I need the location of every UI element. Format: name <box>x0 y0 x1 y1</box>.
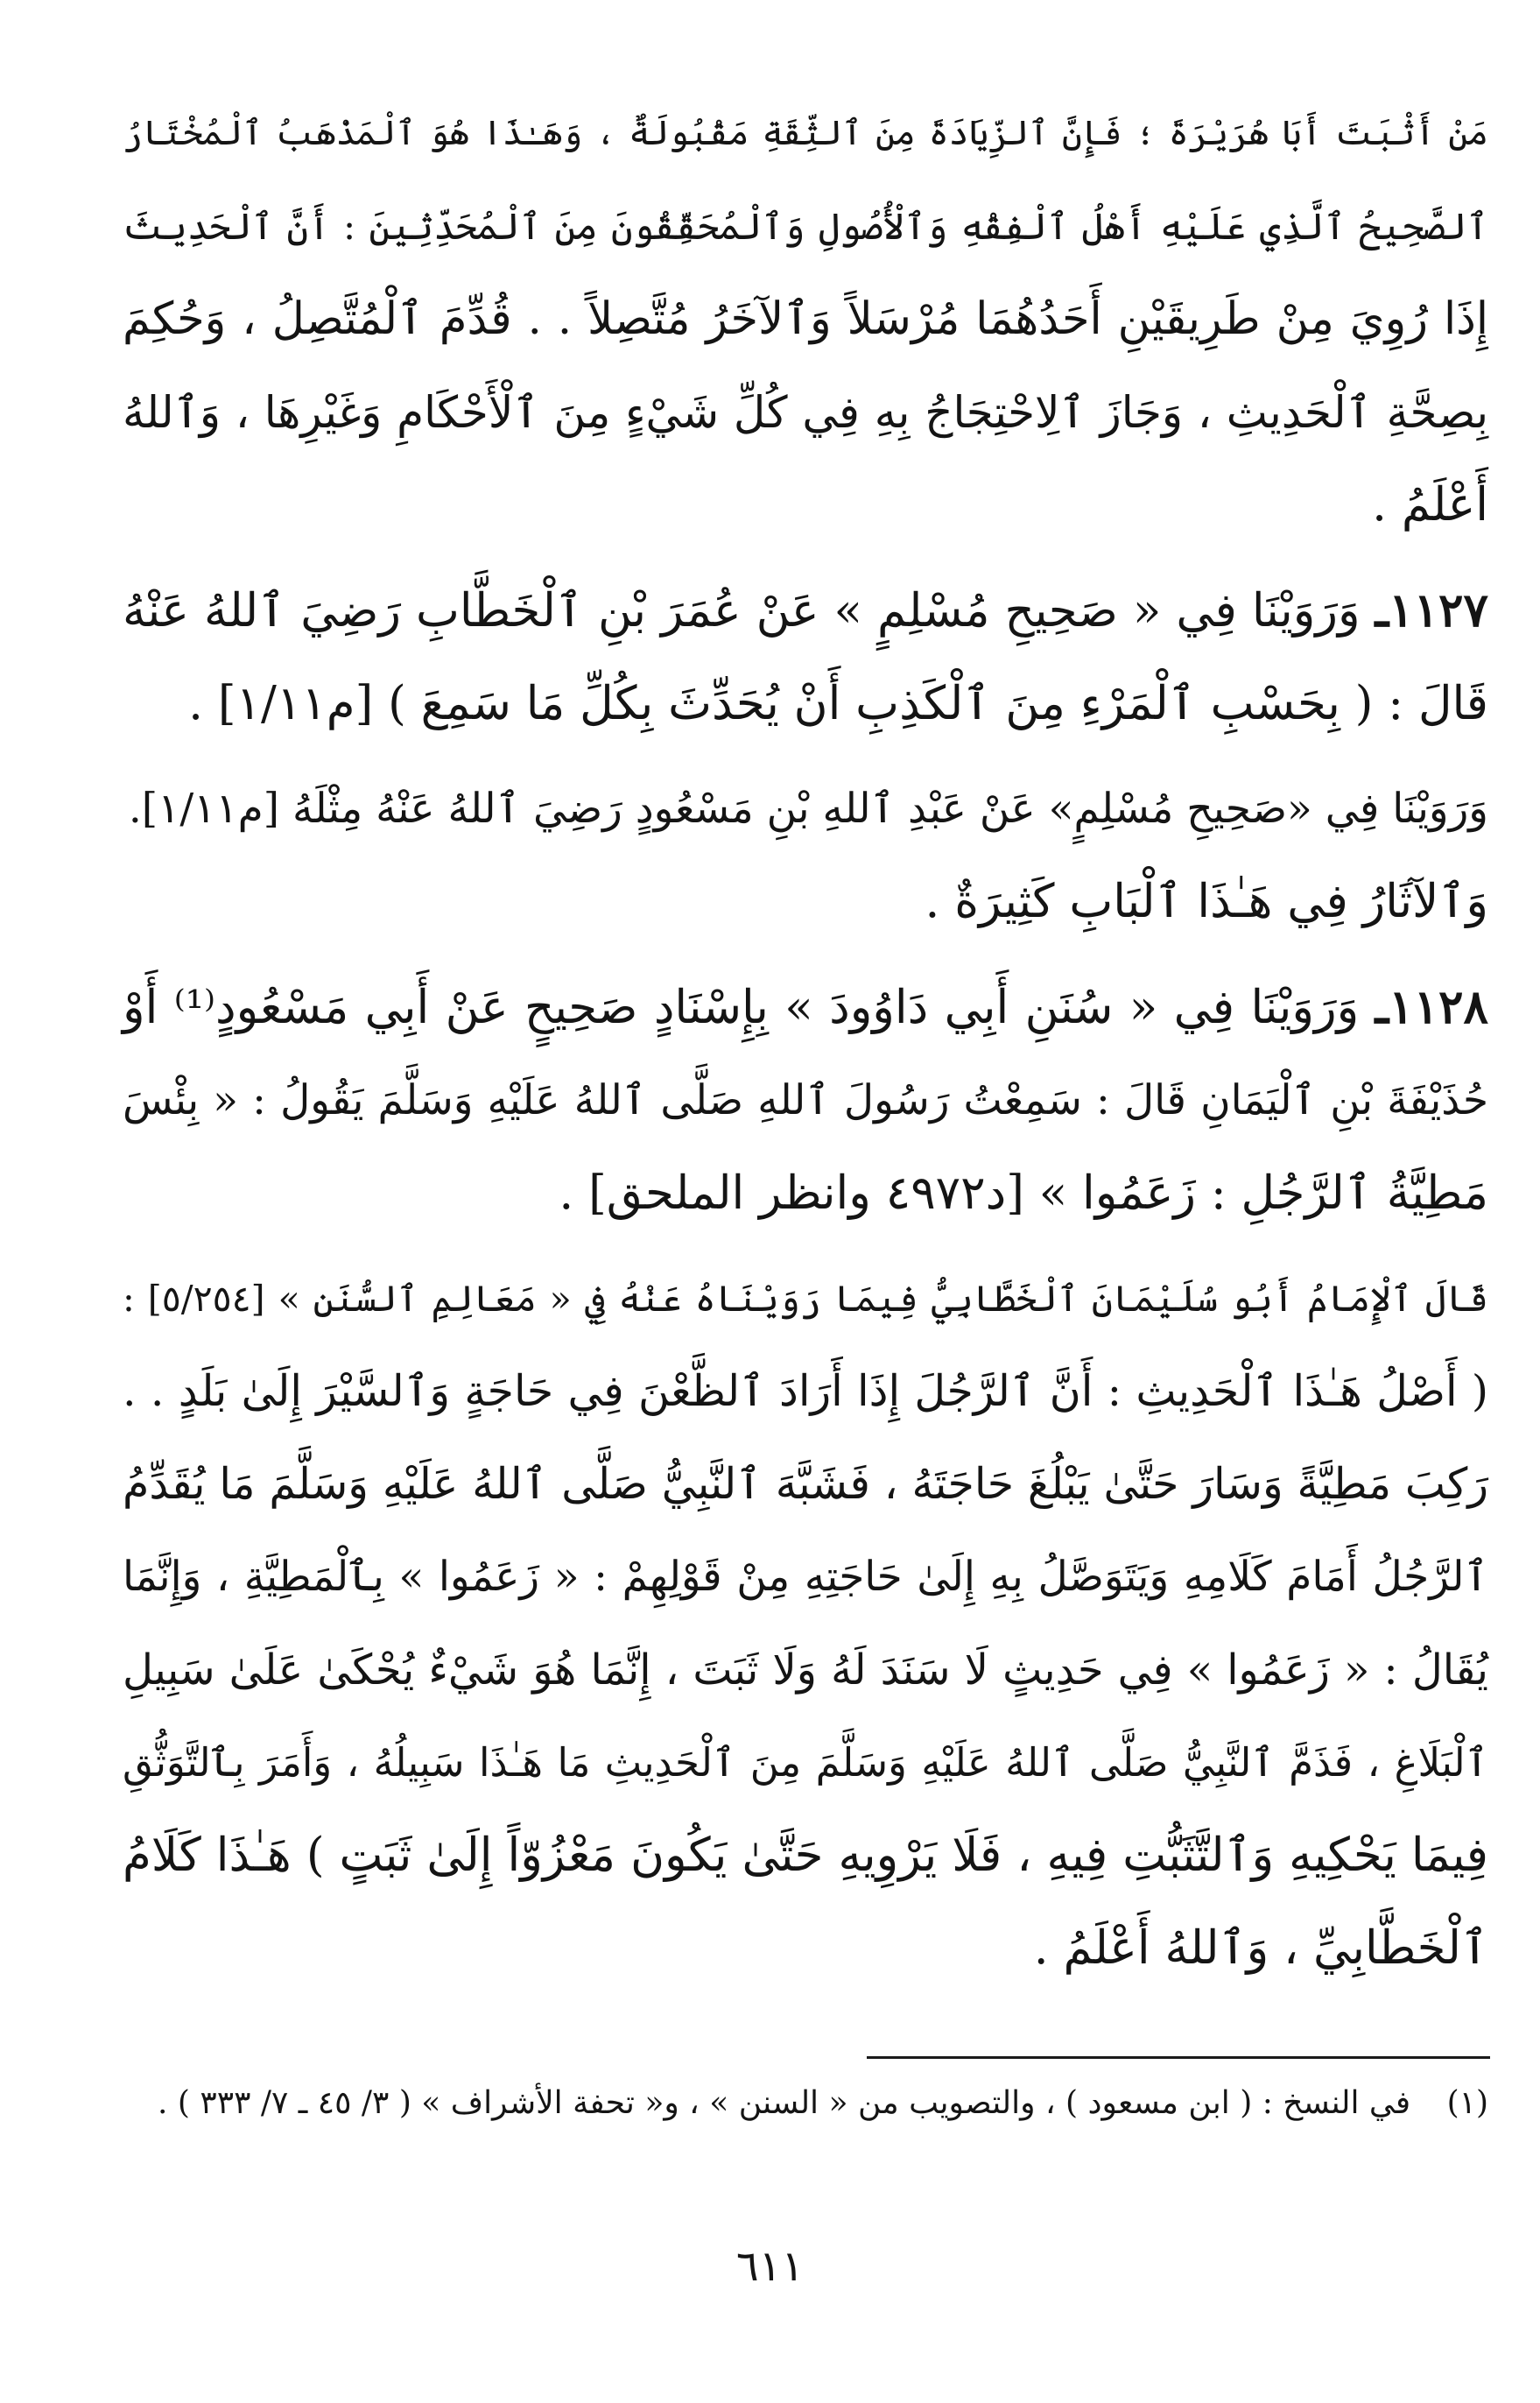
text-line: وَرَوَيْنَا فِي «صَحِيحِ مُسْلِمٍ» عَنْ عَبْدِ ٱللهِ بْنِ مَسْعُودٍ رَضِيَ ٱللهُ عَنْهُ مِثْلَهُ [م١/١١]. <box>128 785 1488 833</box>
text-segment: وَرَوَيْنَا فِي « سُنَنِ أَبِي دَاوُودَ » بِإِسْنَادٍ صَحِيحٍ عَنْ أَبِي مَسْعُودٍ⁽¹⁾ أَوْ <box>123 981 1360 1034</box>
text-line: أَعْلَمُ . <box>1372 478 1488 532</box>
text-line: يُقَالُ : « زَعَمُوا » فِي حَدِيثٍ لَا سَنَدَ لَهُ وَلَا ثَبَتَ ، إِنَّمَا هُوَ شَيْءٌ يُحْكَىٰ عَلَىٰ سَبِيلِ <box>123 1645 1488 1695</box>
footnote-divider <box>867 2056 1490 2059</box>
text-line: إِذَا رُوِيَ مِنْ طَرِيقَيْنِ أَحَدُهُمَا مُرْسَلاً وَٱلآخَرُ مُتَّصِلاً . . قُدِّمَ ٱلْمُتَّصِلُ ، وَحُكِمَ <box>123 293 1488 345</box>
footnote-marker: (١) <box>1446 2085 1488 2121</box>
text-line: ٱلْبَلَاغِ ، فَذَمَّ ٱلنَّبِيُّ صَلَّى ٱللهُ عَلَيْهِ وَسَلَّمَ مِنَ ٱلْحَدِيثِ مَا هَـٰذَا سَبِيلُهُ ، وَأَمَرَ بِٱلتَّوَثُّقِ <box>123 1739 1488 1786</box>
text-line: ٱلصَّحِيحُ ٱلَّذِي عَلَيْهِ أَهْلُ ٱلْفِقْهِ وَٱلْأُصُولِ وَٱلْمُحَقِّقُونَ مِنَ ٱلْمُحَدِّثِينَ : أَنَّ ٱلْحَدِيثَ <box>123 205 1488 248</box>
hadith-number: ١١٢٧ـ <box>1375 583 1488 638</box>
hadith-number: ١١٢٨ـ <box>1375 980 1488 1034</box>
footnote <box>123 2077 1488 2130</box>
page-number: ٦١١ <box>735 2242 805 2291</box>
paragraph-hadith-1127 <box>123 564 1488 750</box>
text-line: وَٱلآثَارُ فِي هَـٰذَا ٱلْبَابِ كَثِيرَةٌ . <box>925 875 1488 928</box>
text-line: ٱلْخَطَّابِيِّ ، وَٱللهُ أَعْلَمُ . <box>1033 1921 1488 1975</box>
text-line: قَالَ ٱلْإِمَامُ أَبُو سُلَيْمَانَ ٱلْخَطَّابِيُّ فِيمَا رَوَيْنَاهُ عَنْهُ فِي « مَعَالِمِ ٱلسُّنَنِ » [٥/٢٥٤] : <box>123 1278 1489 1320</box>
text-line <box>123 961 1488 1054</box>
text-line: ( أَصْلُ هَـٰذَا ٱلْحَدِيثِ : أَنَّ ٱلرَّجُلَ إِذَا أَرَادَ ٱلظَّعْنَ فِي حَاجَةٍ وَٱلسَّيْرَ إِلَىٰ بَلَدٍ . . <box>123 1366 1488 1416</box>
text-line: حُذَيْفَةَ بْنِ ٱلْيَمَانِ قَالَ : سَمِعْتُ رَسُولَ ٱللهِ صَلَّى ٱللهُ عَلَيْهِ وَسَلَّمَ يَقُولُ : « بِئْسَ <box>123 1076 1488 1124</box>
text-segment: وَرَوَيْنَا فِي « صَحِيحِ مُسْلِمٍ » عَنْ عُمَرَ بْنِ ٱلْخَطَّابِ رَضِيَ ٱللهُ عَنْهُ <box>123 584 1361 638</box>
main-text <box>123 88 1488 2007</box>
text-line: مَنْ أَثْبَتَ أَبَا هُرَيْرَةَ ؛ فَإِنَّ ٱلزِّيَادَةَ مِنَ ٱلثِّقَةِ مَقْبُولَةٌ ، وَهَـٰذَا هُوَ ٱلْمَذْهَبُ ٱلْمُخْتَارُ <box>123 114 1488 153</box>
paragraph-khattabi <box>123 1252 1488 1995</box>
text-line <box>123 564 1488 658</box>
footnote-text: في النسخ : ( ابن مسعود ) ، والتصويب من « السنن » ، و« تحفة الأشراف » ( ٣/ ٤٥ ـ ٧/ ٣٣٣ ) . <box>158 2085 1411 2121</box>
text-line: ٱلرَّجُلُ أَمَامَ كَلَامِهِ وَيَتَوَصَّلُ بِهِ إِلَىٰ حَاجَتِهِ مِنْ قَوْلِهِمْ : « زَعَمُوا » بِٱلْمَطِيَّةِ ، وَإِنَّمَا <box>123 1553 1488 1601</box>
paragraph-3 <box>123 763 1488 948</box>
text-line: بِصِحَّةِ ٱلْحَدِيثِ ، وَجَازَ ٱلِاحْتِجَاجُ بِهِ فِي كُلِّ شَيْءٍ مِنَ ٱلْأَحْكَامِ وَغَيْرِهَا ، وَٱللهُ <box>123 387 1488 438</box>
paragraph-hadith-1128 <box>123 961 1488 1240</box>
text-line: رَكِبَ مَطِيَّةً وَسَارَ حَتَّىٰ يَبْلُغَ حَاجَتَهُ ، فَشَبَّهَ ٱلنَّبِيُّ صَلَّى ٱللهُ عَلَيْهِ وَسَلَّمَ مَا يُقَدِّمُ <box>123 1459 1488 1509</box>
text-line: مَطِيَّةُ ٱلرَّجُلِ : زَعَمُوا » [د٤٩٧٢ وانظر الملحق] . <box>559 1166 1488 1220</box>
text-line: فِيمَا يَحْكِيهِ وَٱلتَّثَبُّتِ فِيهِ ، فَلَا يَرْوِيهِ حَتَّىٰ يَكُونَ مَعْزُوّاً إِلَىٰ ثَبَتٍ ) هَـٰذَا كَلَامُ <box>123 1829 1488 1882</box>
text-line: قَالَ : ( بِحَسْبِ ٱلْمَرْءِ مِنَ ٱلْكَذِبِ أَنْ يُحَدِّثَ بِكُلِّ مَا سَمِعَ ) [م١/١١] . <box>188 677 1488 730</box>
paragraph-1 <box>123 88 1488 552</box>
